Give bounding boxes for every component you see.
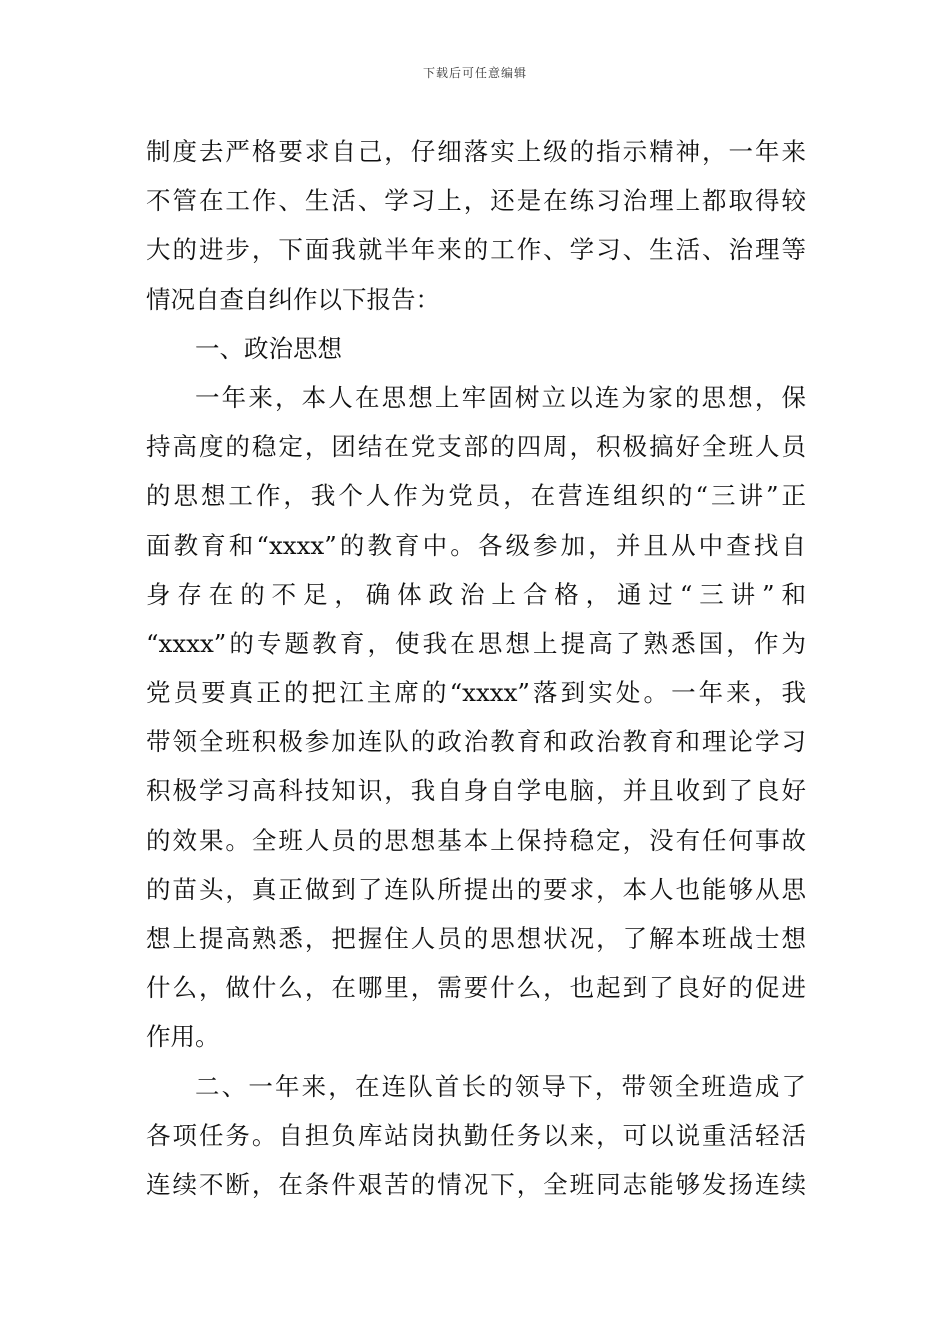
text-line: 制度去严格要求自己，仔细落实上级的指示精神，一年来 xyxy=(146,137,806,166)
text-line: 一、政治思想 xyxy=(195,333,342,363)
text-line: 二、一年来，在连队首长的领导下，带领全班造成了 xyxy=(195,1071,806,1101)
text-line: 带领全班积极参加连队的政治教育和政治教育和理论学习 xyxy=(146,727,806,757)
text-line: 一年来，本人在思想上牢固树立以连为家的思想，保 xyxy=(195,382,806,412)
text-line: 大的进步，下面我就半年来的工作、学习、生活、治理等 xyxy=(146,235,806,265)
text-line: 的效果。全班人员的思想基本上保持稳定，没有任何事故 xyxy=(146,825,806,855)
document-body xyxy=(146,127,806,1209)
text-line: 面教育和“xxxx”的教育中。各级参加，并且从中查找自 xyxy=(146,530,806,560)
text-line: 身存在的不足，确体政治上合格，通过“三讲”和 xyxy=(146,579,806,609)
text-line: 什么，做什么，在哪里，需要什么，也起到了良好的促进 xyxy=(146,973,806,1003)
text-line: 想上提高熟悉，把握住人员的思想状况，了解本班战士想 xyxy=(146,924,806,953)
text-line: 各项任务。自担负库站岗执勤任务以来，可以说重活轻活 xyxy=(146,1120,806,1150)
page-header: 下载后可任意编辑 xyxy=(422,66,527,80)
text-line: 情况自查自纠作以下报告： xyxy=(146,284,440,314)
text-line: 的苗头，真正做到了连队所提出的要求，本人也能够从思 xyxy=(146,874,806,904)
text-line: 连续不断，在条件艰苦的情况下，全班同志能够发扬连续 xyxy=(146,1169,806,1199)
text-line: 党员要真正的把江主席的“xxxx”落到实处。一年来，我 xyxy=(146,678,806,708)
text-line: 作用。 xyxy=(146,1022,220,1052)
text-line: 不管在工作、生活、学习上，还是在练习治理上都取得较 xyxy=(146,186,806,216)
text-line: “xxxx”的专题教育，使我在思想上提高了熟悉国，作为 xyxy=(146,628,806,658)
text-line: 积极学习高科技知识，我自身自学电脑，并且收到了良好 xyxy=(146,776,806,806)
text-line: 的思想工作，我个人作为党员，在营连组织的“三讲”正 xyxy=(146,481,806,511)
text-line: 持高度的稳定，团结在党支部的四周，积极搞好全班人员 xyxy=(146,432,806,462)
